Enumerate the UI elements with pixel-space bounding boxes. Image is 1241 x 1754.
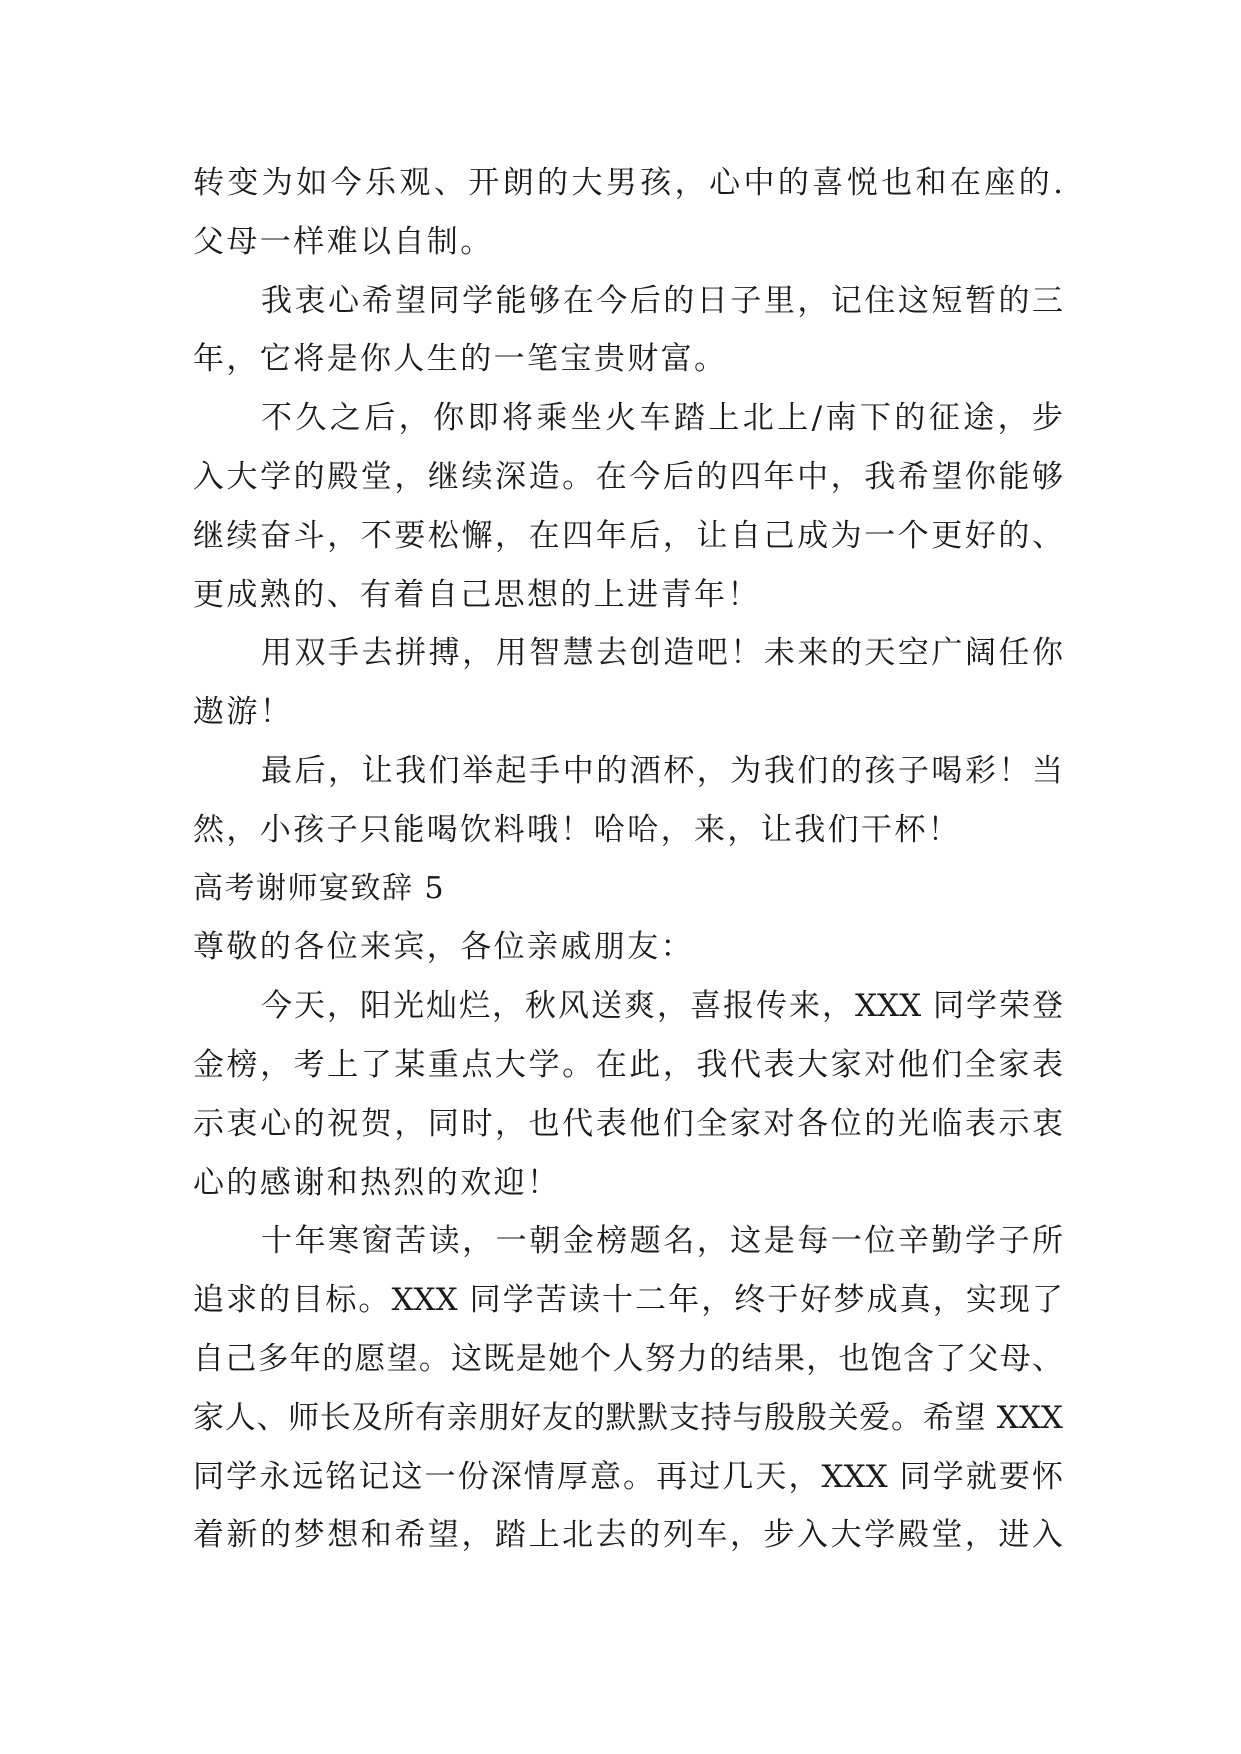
text-line: 着新的梦想和希望，踏上北去的列车，步入大学殿堂，进入: [193, 1517, 1063, 1554]
text-line: 今天，阳光灿烂，秋风送爽，喜报传来，XXX 同学荣登: [261, 988, 1063, 1025]
text-line: 示衷心的祝贺，同时，也代表他们全家对各位的光临表示衷: [193, 1105, 1063, 1142]
text-line: 我衷心希望同学能够在今后的日子里，记住这短暂的三: [261, 282, 1063, 319]
section-heading: [193, 860, 1063, 919]
paragraph: [193, 977, 1063, 1212]
paragraph: [193, 624, 1063, 742]
text-line: 转变为如今乐观、开朗的大男孩，心中的喜悦也和在座的.: [193, 165, 1063, 201]
document-page: [193, 154, 1063, 1565]
text-line: 更成熟的、有着自己思想的上进青年！: [193, 576, 761, 613]
heading-text: 高考谢师宴致辞 5: [193, 870, 446, 906]
text-line: 父母一样难以自制。: [193, 223, 494, 260]
text-line: 金榜，考上了某重点大学。在此，我代表大家对他们全家表: [193, 1046, 1063, 1083]
text-line: 入大学的殿堂，继续深造。在今后的四年中，我希望你能够: [193, 458, 1063, 495]
text-line: 心的感谢和热烈的欢迎！: [193, 1164, 561, 1201]
paragraph: [193, 154, 1063, 272]
text-line: 最后，让我们举起手中的酒杯，为我们的孩子喝彩！当: [261, 752, 1063, 789]
text-line: 遨游！: [193, 694, 294, 731]
text-line: 用双手去拼搏，用智慧去创造吧！未来的天空广阔任你: [261, 635, 1063, 672]
text-line: 继续奋斗，不要松懈，在四年后，让自己成为一个更好的、: [193, 517, 1063, 554]
text-line: 尊敬的各位来宾，各位亲戚朋友：: [193, 929, 694, 966]
text-line: 追求的目标。XXX 同学苦读十二年，终于好梦成真，实现了: [193, 1282, 1063, 1319]
paragraph: [193, 272, 1063, 390]
paragraph: [193, 742, 1063, 860]
text-line: 同学永远铭记这一份深情厚意。再过几天，XXX 同学就要怀: [193, 1458, 1063, 1495]
text-line: 十年寒窗苦读，一朝金榜题名，这是每一位辛勤学子所: [261, 1223, 1063, 1260]
text-line: 不久之后，你即将乘坐火车踏上北上/南下的征途，步: [261, 400, 1063, 437]
text-line: 自己多年的愿望。这既是她个人努力的结果，也饱含了父母、: [193, 1340, 1063, 1377]
text-line: 然，小孩子只能喝饮料哦！哈哈，来，让我们干杯！: [193, 811, 962, 848]
paragraph: [193, 1212, 1063, 1565]
paragraph: [193, 389, 1063, 624]
text-line: 年，它将是你人生的一笔宝贵财富。: [193, 341, 728, 378]
salutation: [193, 918, 1063, 977]
text-line: 家人、师长及所有亲朋好友的默默支持与殷殷关爱。希望 XXX: [193, 1399, 1063, 1436]
